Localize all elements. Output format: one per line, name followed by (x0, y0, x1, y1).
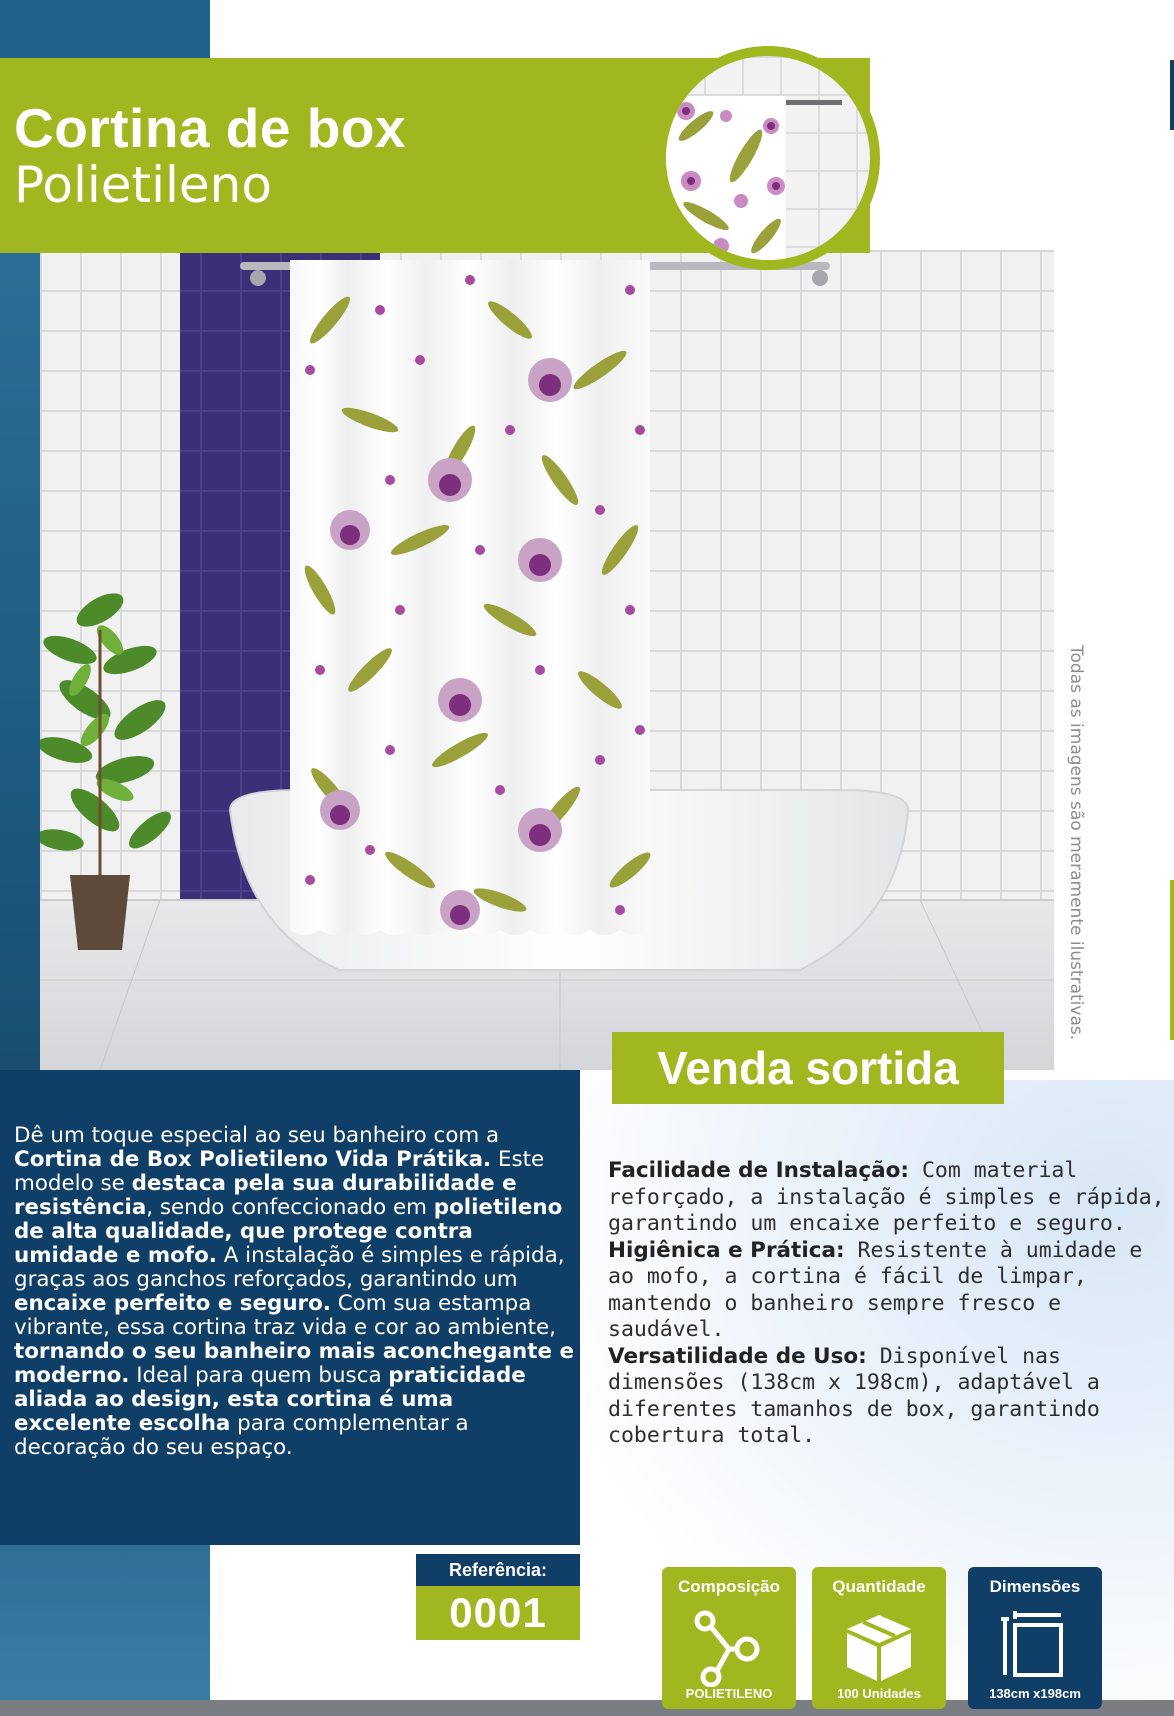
assorted-sale-badge: Venda sortida (612, 1032, 1004, 1104)
background-panel-left (0, 250, 40, 1070)
edge-accent-green (1170, 880, 1174, 1040)
product-title: Cortina de box (14, 97, 407, 159)
quantity-value: 100 Unidades (837, 1686, 921, 1701)
composition-value: POLIETILENO (685, 1686, 773, 1701)
box-icon (839, 1607, 919, 1687)
reference-label: Referência: (416, 1554, 580, 1586)
bathroom-scene-illustration (40, 250, 1054, 1070)
dimensions-value: 138cm x198cm (989, 1686, 1081, 1701)
dimensions-card (968, 1567, 1102, 1709)
quantity-card (812, 1567, 946, 1709)
composition-card (662, 1567, 796, 1709)
feature-item: Higiênica e Prática: Resistente à umidade e ao mofo, a cortina é fácil de limpar, mantendo o banheiro sempre fresco e saudável. (608, 1237, 1143, 1342)
edge-accent (1170, 60, 1174, 130)
product-description: Dê um toque especial ao seu banheiro com a Cortina de Box Polietileno Vida Prátika. Este modelo se destaca pela sua durabilidade e resistência, sendo confeccionado em polietileno de alta qualidade, que protege contra umidade e mofo. A instalação é simples e rápida, graças aos ganchos reforçados, garantindo um encaixe perfeito e seguro. Com sua estampa vibrante, essa cortina traz vida e cor ao ambiente, tornando o seu banheiro mais aconchegante e moderno. Ideal para quem busca praticidade aliada ao design, esta cortina é uma excelente escolha para complementar a decoração do seu espaço. (14, 1123, 574, 1460)
background-panel-bottom-left (0, 1540, 210, 1716)
dimensions-title: Dimensões (989, 1577, 1081, 1596)
molecule-icon (689, 1607, 769, 1687)
composition-title: Composição (677, 1577, 781, 1596)
detail-zoom-circle (656, 46, 880, 270)
feature-item: Versatilidade de Uso: Disponível nas dimensões (138cm x 198cm), adaptável a diferentes tamanhos de box, garantindo cobertura total. (608, 1343, 1100, 1448)
curtain-detail-illustration (666, 56, 870, 260)
feature-list (608, 1158, 1168, 1450)
dimensions-icon (995, 1607, 1075, 1687)
disclaimer-text: Todas as imagens são meramente ilustrativas. (1066, 645, 1086, 1041)
reference-value: 0001 (416, 1586, 580, 1640)
feature-item: Facilidade de Instalação: Com material reforçado, a instalação é simples e rápida, garantindo um encaixe perfeito e seguro. (608, 1158, 1165, 1236)
product-subtitle: Polietileno (14, 156, 272, 214)
background-panel-top-left (0, 0, 210, 60)
product-photo (40, 250, 1054, 1070)
quantity-title: Quantidade (832, 1577, 926, 1596)
